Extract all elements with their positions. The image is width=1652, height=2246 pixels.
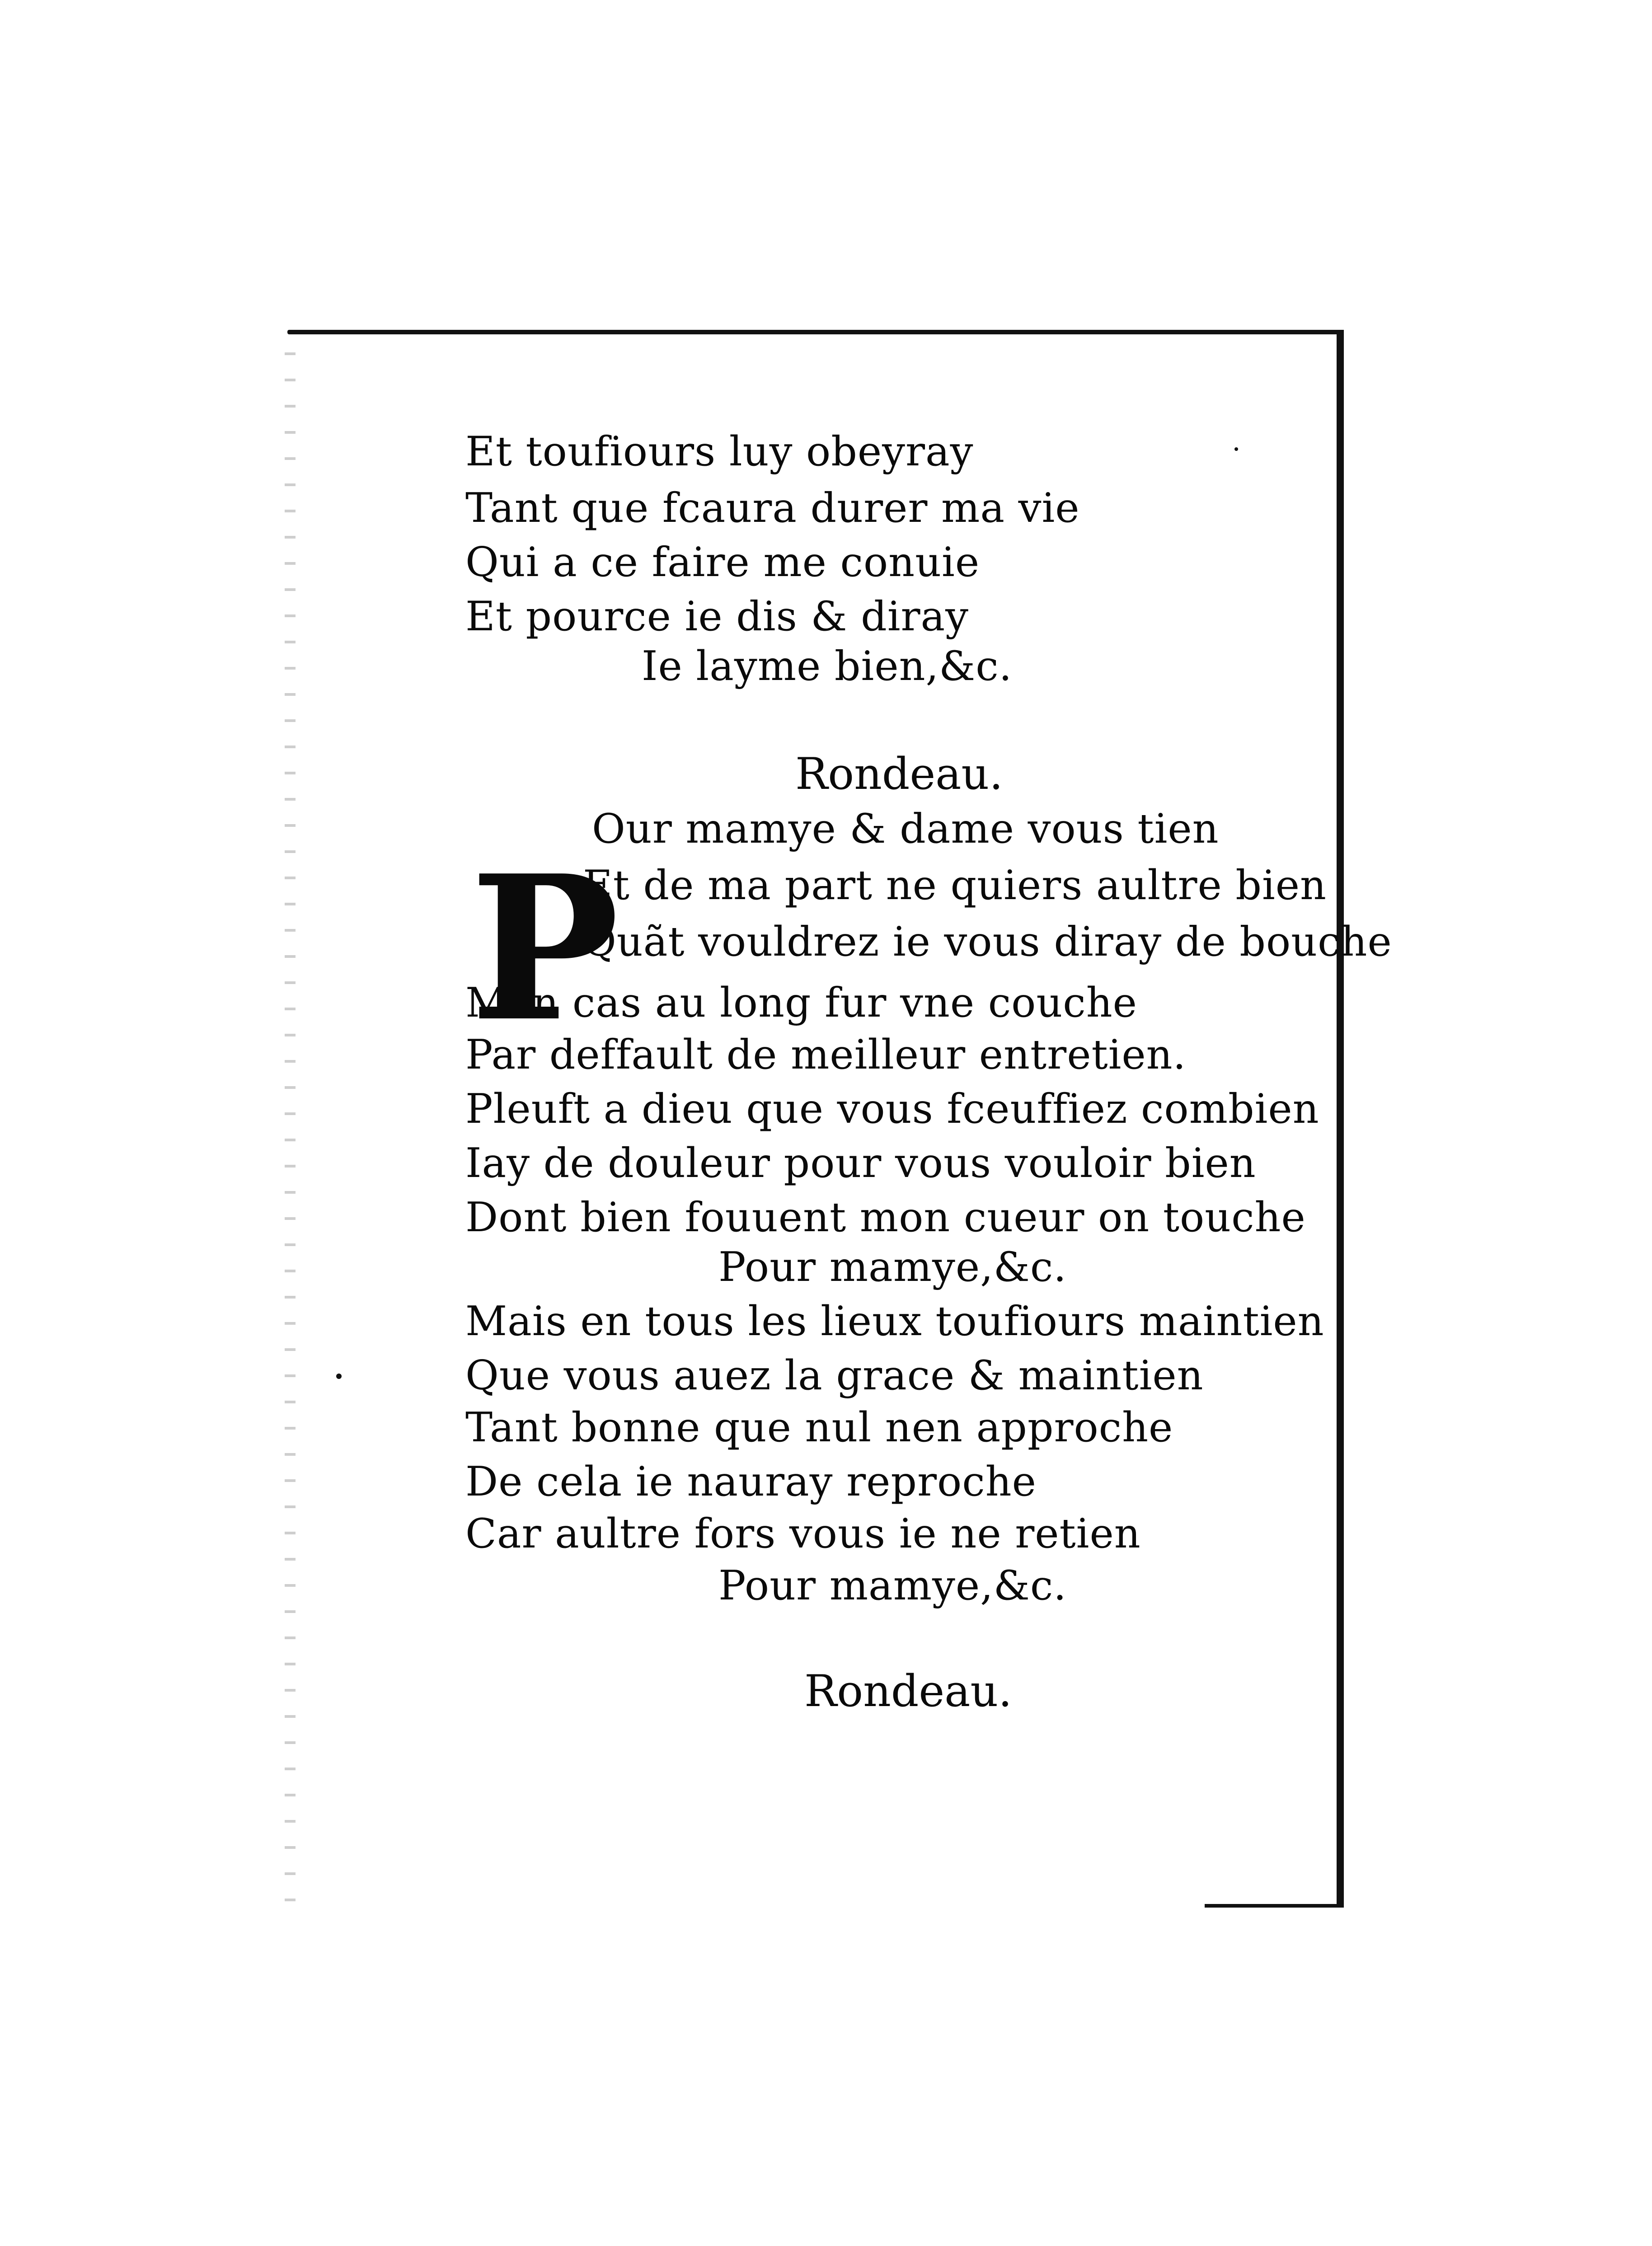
rondeau-line: Mon cas au long fur vne couche — [465, 979, 1137, 1027]
rondeau-line: De cela ie nauray reproche — [465, 1458, 1037, 1505]
rondeau-title: Rondeau. — [804, 1666, 1012, 1716]
rondeau-line: Our mamye & dame vous tien — [592, 805, 1219, 853]
rondeau-line: Mais en tous les lieux toufiours maintien — [465, 1298, 1324, 1345]
frame-right-rule — [1337, 330, 1344, 1907]
ink-speck — [336, 1374, 342, 1379]
rondeau-line: Dont bien fouuent mon cueur on touche — [465, 1194, 1306, 1241]
stanza-line: Et pource ie dis & diray — [465, 593, 969, 640]
rondeau-line: Pleuft a dieu que vous fceuffiez combien — [465, 1085, 1319, 1133]
ink-speck — [1234, 447, 1238, 451]
stanza-line: Qui a ce faire me conuie — [465, 539, 980, 586]
rondeau-line: Quãt vouldrez ie vous diray de bouche — [583, 918, 1392, 966]
refrain-line: Ie layme bien,&c. — [642, 642, 1013, 690]
rondeau-line: Par deffault de meilleur entretien. — [465, 1031, 1187, 1078]
rondeau-line: Que vous auez la grace & maintien — [465, 1352, 1204, 1399]
refrain-line: Pour mamye,&c. — [718, 1562, 1067, 1609]
rondeau-line: Iay de douleur pour vous vouloir bien — [465, 1139, 1256, 1187]
stanza-line: Et toufiours luy obeyray — [465, 428, 974, 475]
drop-capital: P — [470, 832, 620, 1065]
rondeau-line: Car aultre fors vous ie ne retien — [465, 1510, 1141, 1557]
rondeau-line: Tant bonne que nul nen approche — [465, 1404, 1173, 1451]
refrain-line: Pour mamye,&c. — [718, 1243, 1067, 1291]
frame-top-rule — [287, 330, 1340, 334]
rondeau-line: Et de ma part ne quiers aultre bien — [583, 862, 1327, 909]
stanza-line: Tant que fcaura durer ma vie — [465, 484, 1080, 532]
frame-bottom-rule — [1205, 1904, 1344, 1908]
rondeau-title: Rondeau. — [795, 749, 1003, 799]
